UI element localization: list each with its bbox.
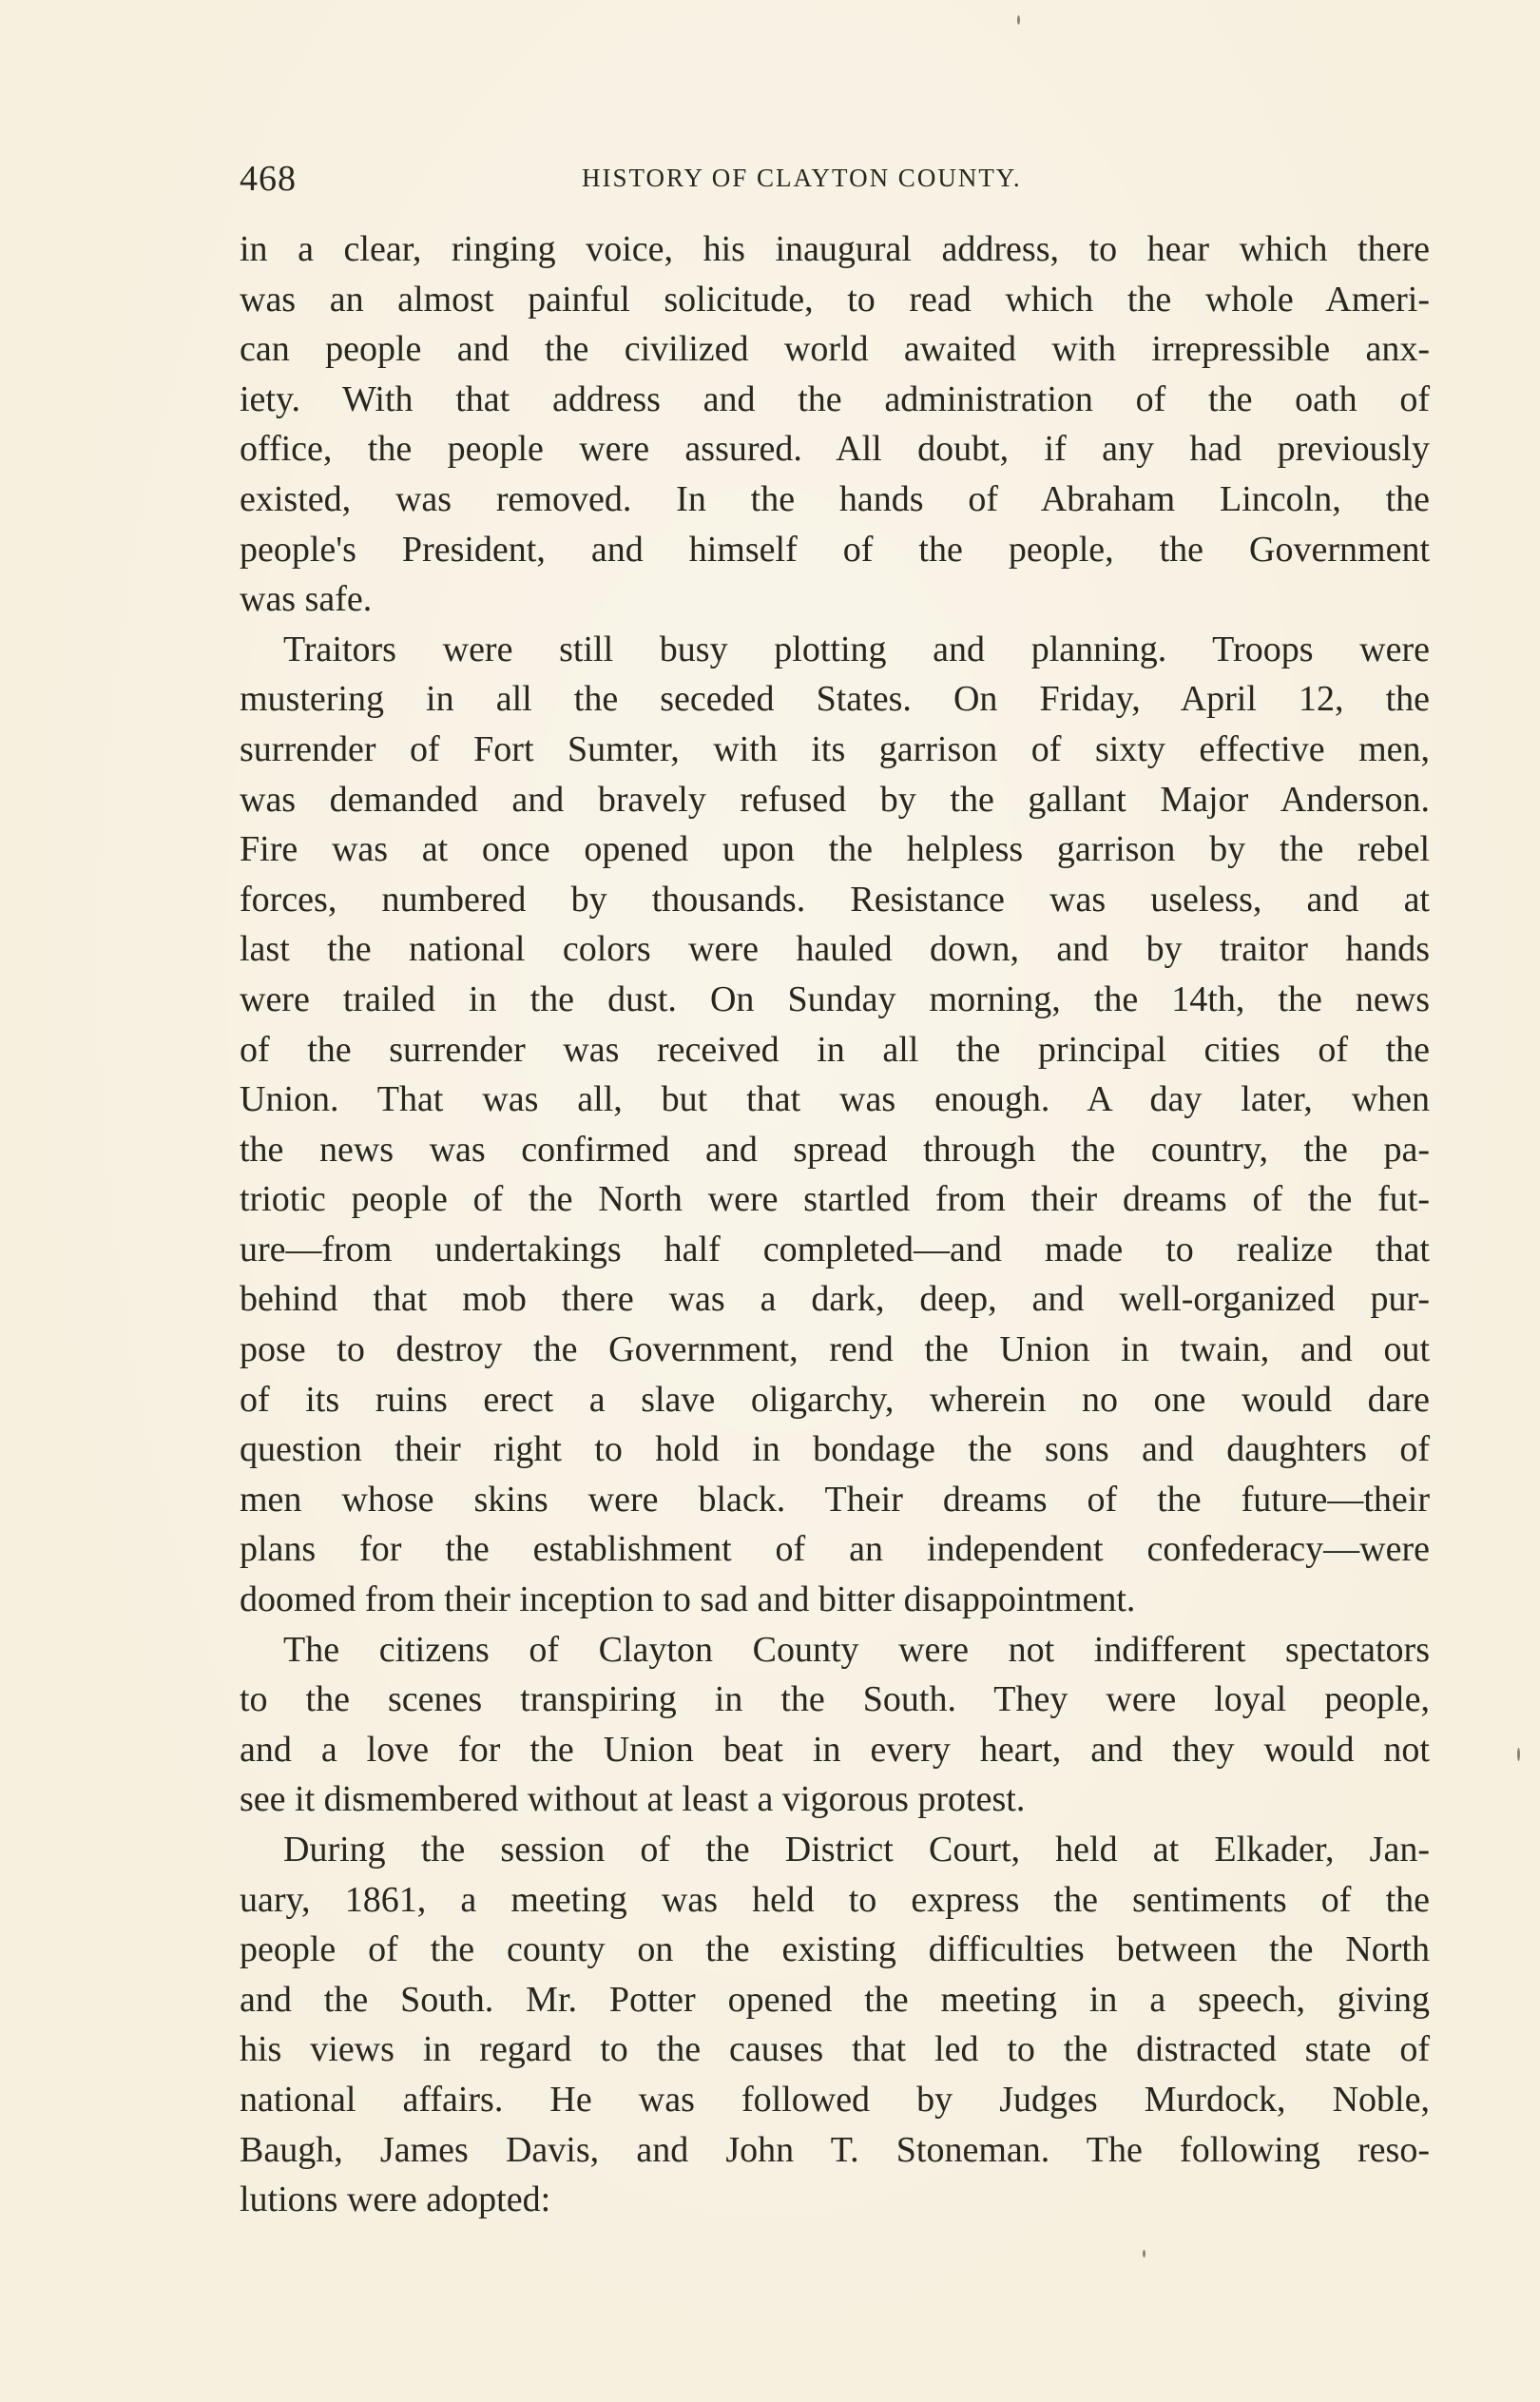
paper-speck <box>1517 1748 1520 1761</box>
text-line: to the scenes transpiring in the South. They were loyal people, <box>240 1679 1430 1720</box>
text-line: office, the people were assured. All doubt, if any had previously <box>240 429 1430 470</box>
text-line: people's President, and himself of the people, the Government <box>240 529 1430 570</box>
text-line: plans for the establishment of an independent confederacy—were <box>240 1529 1430 1570</box>
text-line: mustering in all the seceded States. On Friday, April 12, the <box>240 679 1430 720</box>
text-line: forces, numbered by thousands. Resistance was useless, and at <box>240 879 1430 920</box>
text-line: Fire was at once opened upon the helpless garrison by the rebel <box>240 829 1430 870</box>
text-line: last the national colors were hauled down, and by traitor hands <box>240 929 1430 970</box>
text-line: can people and the civilized world awaited with irrepressible anx- <box>240 329 1430 370</box>
text-line: was safe. <box>240 579 373 620</box>
text-line: of the surrender was received in all the principal cities of the <box>240 1029 1430 1070</box>
text-line: doomed from their inception to sad and bitter disappointment. <box>240 1579 1136 1620</box>
body-text <box>240 224 1430 2225</box>
text-line: lutions were adopted: <box>240 2179 551 2220</box>
text-line: his views in regard to the causes that led to the distracted state of <box>240 2029 1430 2070</box>
text-line: national affairs. He was followed by Judges Murdock, Noble, <box>240 2079 1430 2120</box>
paper-speck <box>1017 15 1020 25</box>
text-line: uary, 1861, a meeting was held to express the sentiments of the <box>240 1879 1430 1920</box>
text-line: was an almost painful solicitude, to read which the whole Ameri- <box>240 279 1430 320</box>
text-line: see it dismembered without at least a vigorous protest. <box>240 1779 1026 1820</box>
text-line: behind that mob there was a dark, deep, and well-organized pur- <box>240 1279 1430 1320</box>
text-line: people of the county on the existing difficulties between the North <box>240 1929 1430 1970</box>
paragraph-start-line: During the session of the District Court, held at Elkader, Jan- <box>283 1830 1430 1869</box>
text-line: iety. With that address and the administration of the oath of <box>240 378 1430 419</box>
running-head: HISTORY OF CLAYTON COUNTY. <box>582 164 1022 192</box>
paper-speck <box>1143 2250 1145 2257</box>
text-line: Baugh, James Davis, and John T. Stoneman. The following reso- <box>240 2129 1430 2170</box>
text-line: in a clear, ringing voice, his inaugural address, to hear which there <box>240 229 1430 269</box>
text-line: men whose skins were black. Their dreams of the future—their <box>240 1479 1430 1520</box>
text-line: and a love for the Union beat in every heart, and they would not <box>240 1729 1430 1770</box>
text-line: question their right to hold in bondage the sons and daughters of <box>240 1429 1430 1470</box>
text-line: were trailed in the dust. On Sunday morning, the 14th, the news <box>240 978 1430 1019</box>
page-header <box>240 158 1428 205</box>
text-line: was demanded and bravely refused by the gallant Major Anderson. <box>240 779 1430 820</box>
text-line: Union. That was all, but that was enough. A day later, when <box>240 1079 1430 1120</box>
text-line: pose to destroy the Government, rend the Union in twain, and out <box>240 1329 1430 1370</box>
text-line: of its ruins erect a slave oligarchy, wherein no one would dare <box>240 1379 1430 1420</box>
text-line: triotic people of the North were startled from their dreams of the fut- <box>240 1179 1430 1220</box>
text-line: the news was confirmed and spread through the country, the pa- <box>240 1129 1430 1170</box>
paragraph-start-line: The citizens of Clayton County were not indifferent spectators <box>283 1629 1430 1670</box>
text-line: surrender of Fort Sumter, with its garrison of sixty effective men, <box>240 728 1430 769</box>
text-line: existed, was removed. In the hands of Abraham Lincoln, the <box>240 478 1430 519</box>
text-line: and the South. Mr. Potter opened the meeting in a speech, giving <box>240 1979 1430 2020</box>
paragraph-start-line: Traitors were still busy plotting and planning. Troops were <box>283 629 1430 669</box>
text-line: ure—from undertakings half completed—and made to realize that <box>240 1229 1430 1269</box>
page-number: 468 <box>240 159 297 199</box>
